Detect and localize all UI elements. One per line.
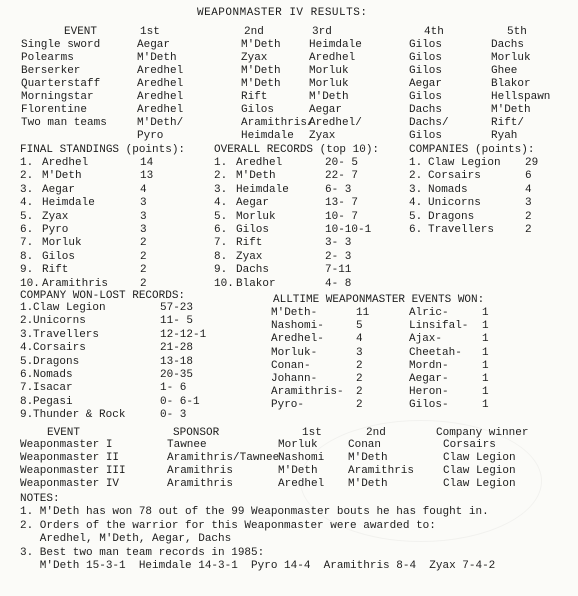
- results-cell: Aredhel: [309, 52, 356, 64]
- history-header-1: SPONSOR: [173, 427, 220, 439]
- alltime-count: 11: [356, 307, 370, 319]
- results-cell: Polearms: [21, 52, 74, 64]
- won-lost-rank: 2.: [20, 315, 34, 328]
- standing-rank: 2.: [20, 170, 34, 183]
- record-name: Aredhel: [236, 157, 283, 169]
- won-lost-record: 12-12-1: [160, 328, 207, 341]
- alltime-name: Alric-: [409, 307, 449, 319]
- results-cell: Blakor: [491, 78, 531, 90]
- standing-name: Gilos: [42, 250, 76, 263]
- overall-records-title: OVERALL RECORDS (top 10):: [214, 144, 380, 156]
- results-cell: M'Deth: [309, 91, 349, 103]
- company-name: Claw Legion: [428, 157, 501, 169]
- record-value: 2- 3: [325, 250, 352, 263]
- record-rank: 2.: [214, 170, 228, 183]
- won-lost-rank: 8.: [20, 395, 34, 408]
- won-lost-rank: 3.: [20, 328, 34, 341]
- won-lost-rank: 6.: [20, 369, 34, 381]
- won-lost-record: 1- 6: [160, 382, 187, 395]
- standing-rank: 5.: [20, 210, 34, 223]
- won-lost-rank: 5.: [20, 355, 34, 368]
- alltime-name: Morluk-: [271, 346, 318, 359]
- alltime-name: Linsifal-: [409, 320, 469, 333]
- won-lost-name: Nomads: [33, 369, 73, 381]
- history-header-3: 2nd: [366, 427, 386, 439]
- alltime-count: 3: [356, 346, 363, 359]
- results-cell: M'Deth: [241, 65, 281, 77]
- results-cell: Aegar: [309, 104, 343, 116]
- standing-name: M'Deth: [42, 170, 82, 183]
- company-name: Unicorns: [428, 197, 481, 210]
- company-points: 6: [525, 170, 532, 183]
- alltime-count: 1: [482, 346, 489, 359]
- history-cell: Corsairs: [443, 439, 496, 451]
- results-cell: Gilos: [409, 65, 443, 77]
- standing-points: 2: [140, 237, 147, 250]
- record-rank: 6.: [214, 224, 228, 236]
- history-cell: Claw Legion: [443, 452, 516, 464]
- results-cell: M'Deth: [241, 78, 281, 90]
- record-name: Rift: [236, 237, 263, 250]
- record-value: 4- 8: [325, 277, 352, 290]
- results-cell: Berserker: [21, 65, 81, 77]
- results-cell: Aredhel: [137, 65, 184, 77]
- note-line: 2. Orders of the warrior for this Weaponmaster were awarded to:: [20, 519, 436, 532]
- results-cell: Rift/: [491, 117, 525, 129]
- alltime-name: Aramithris-: [271, 386, 344, 399]
- note-line: Aredhel, M'Deth, Aegar, Dachs: [20, 533, 232, 545]
- notes-title: NOTES:: [20, 493, 60, 505]
- history-cell: Conan: [348, 439, 382, 451]
- standing-points: 4: [140, 183, 147, 196]
- standing-name: Aredhel: [42, 157, 89, 169]
- record-rank: 3.: [214, 183, 228, 196]
- standing-rank: 10.: [20, 277, 40, 290]
- won-lost-name: Unicorns: [33, 315, 86, 328]
- results-cell: Hellspawn: [491, 91, 551, 103]
- record-name: M'Deth: [236, 170, 276, 183]
- history-cell: Claw Legion: [443, 478, 516, 490]
- alltime-count: 1: [482, 333, 489, 346]
- results-cell: M'Deth/: [137, 117, 184, 129]
- history-cell: Aramithris: [167, 465, 234, 477]
- record-name: Gilos: [236, 224, 270, 236]
- won-lost-rank: 7.: [20, 382, 34, 395]
- results-cell: Morluk: [309, 65, 349, 77]
- standing-points: 2: [140, 250, 147, 263]
- history-cell: Aramithris/Tawnee: [167, 452, 280, 464]
- results-cell: Dachs: [409, 104, 443, 116]
- record-rank: 10.: [214, 277, 234, 290]
- results-cell: Heimdale: [241, 130, 294, 142]
- results-cell: Zyax: [309, 130, 336, 142]
- standing-points: 2: [140, 264, 147, 277]
- results-cell: Aramithris/: [241, 117, 314, 129]
- results-cell: Gilos: [409, 39, 443, 51]
- results-cell: Florentine: [21, 104, 88, 116]
- results-cell: Gilos: [409, 130, 443, 142]
- history-header-0: EVENT: [47, 427, 81, 439]
- record-rank: 8.: [214, 250, 228, 263]
- history-cell: Weaponmaster IV: [20, 478, 120, 490]
- results-cell: Gilos: [409, 52, 443, 64]
- alltime-count: 1: [482, 359, 489, 372]
- standing-name: Pyro: [42, 224, 69, 236]
- won-lost-rank: 9.: [20, 409, 34, 422]
- record-value: 3- 3: [325, 237, 352, 250]
- company-rank: 1.: [409, 157, 423, 169]
- history-cell: Aramithris: [167, 478, 234, 490]
- alltime-count: 5: [356, 320, 363, 333]
- results-cell: Pyro: [137, 130, 164, 142]
- standing-points: 3: [140, 210, 147, 223]
- record-value: 22- 7: [325, 170, 359, 183]
- results-header-0: EVENT: [64, 26, 98, 38]
- results-cell: M'Deth: [137, 52, 177, 64]
- alltime-name: Conan-: [271, 359, 311, 372]
- company-rank: 6.: [409, 224, 423, 236]
- record-value: 7-11: [325, 264, 352, 277]
- company-rank: 4.: [409, 197, 423, 210]
- results-cell: Heimdale: [309, 39, 362, 51]
- record-rank: 9.: [214, 264, 228, 277]
- record-value: 20- 5: [325, 157, 359, 169]
- note-line: M'Deth 15-3-1 Heimdale 14-3-1 Pyro 14-4 Aramithris 8-4 Zyax 7-4-2: [20, 560, 496, 572]
- alltime-name: Heron-: [409, 386, 449, 399]
- won-lost-record: 21-28: [160, 342, 194, 355]
- page-title: WEAPONMASTER IV RESULTS:: [197, 7, 368, 19]
- alltime-count: 1: [482, 386, 489, 399]
- record-name: Heimdale: [236, 183, 289, 196]
- standing-rank: 1.: [20, 157, 34, 169]
- record-rank: 1.: [214, 157, 228, 169]
- record-name: Zyax: [236, 250, 263, 263]
- company-won-lost-title: COMPANY WON-LOST RECORDS:: [20, 290, 186, 302]
- won-lost-rank: 4.: [20, 342, 34, 355]
- record-name: Blakor: [236, 277, 276, 290]
- results-cell: Gilos: [409, 91, 443, 103]
- alltime-name: M'Deth-: [271, 307, 318, 319]
- history-cell: Aredhel: [278, 478, 325, 490]
- won-lost-name: Corsairs: [33, 342, 86, 355]
- results-cell: M'Deth: [491, 104, 531, 116]
- record-name: Morluk: [236, 210, 276, 223]
- history-cell: Weaponmaster I: [20, 439, 113, 451]
- history-header-4: Company winner: [436, 427, 529, 439]
- standing-name: Zyax: [42, 210, 69, 223]
- results-cell: Zyax: [241, 52, 268, 64]
- won-lost-record: 0- 6-1: [160, 395, 200, 408]
- alltime-name: Pyro-: [271, 399, 305, 412]
- history-cell: M'Deth: [348, 452, 388, 464]
- standing-rank: 3.: [20, 183, 34, 196]
- alltime-count: 1: [482, 373, 489, 385]
- alltime-name: Mordn-: [409, 359, 449, 372]
- company-points: 29: [525, 157, 539, 169]
- won-lost-rank: 1.: [20, 302, 34, 314]
- history-cell: Tawnee: [167, 439, 207, 451]
- history-cell: Claw Legion: [443, 465, 516, 477]
- company-rank: 3.: [409, 183, 423, 196]
- alltime-count: 2: [356, 386, 363, 399]
- results-cell: Dachs/: [409, 117, 449, 129]
- history-header-2: 1st: [302, 427, 322, 439]
- company-name: Travellers: [428, 224, 495, 236]
- company-name: Nomads: [428, 183, 468, 196]
- won-lost-name: Travellers: [33, 328, 100, 341]
- record-value: 13- 7: [325, 197, 359, 210]
- results-cell: Quarterstaff: [21, 78, 101, 90]
- company-rank: 2.: [409, 170, 423, 183]
- standing-rank: 7.: [20, 237, 34, 250]
- results-header-4: 4th: [424, 26, 444, 38]
- note-line: 3. Best two man team records in 1985:: [20, 546, 265, 559]
- results-cell: Morluk: [491, 52, 531, 64]
- alltime-name: Cheetah-: [409, 346, 462, 359]
- alltime-name: Aegar-: [409, 373, 449, 385]
- standing-rank: 4.: [20, 197, 34, 210]
- won-lost-record: 20-35: [160, 369, 194, 381]
- alltime-name: Nashomi-: [271, 320, 324, 333]
- results-header-5: 5th: [507, 26, 527, 38]
- alltime-count: 1: [482, 307, 489, 319]
- standing-points: 3: [140, 197, 147, 210]
- standing-rank: 9.: [20, 264, 34, 277]
- results-cell: Two man teams: [21, 117, 107, 129]
- won-lost-record: 0- 3: [160, 409, 187, 422]
- alltime-count: 4: [356, 333, 363, 346]
- final-standings-title: FINAL STANDINGS (points):: [20, 144, 186, 156]
- results-header-1: 1st: [140, 26, 160, 38]
- record-value: 10- 7: [325, 210, 359, 223]
- record-rank: 7.: [214, 237, 228, 250]
- results-cell: Aredhel/: [309, 117, 362, 129]
- won-lost-name: Dragons: [33, 355, 80, 368]
- won-lost-name: Thunder & Rock: [33, 409, 126, 422]
- record-rank: 5.: [214, 210, 228, 223]
- history-cell: Aramithris: [348, 465, 415, 477]
- standing-name: Aramithris: [42, 277, 109, 290]
- results-cell: Ryah: [491, 130, 518, 142]
- results-cell: Morluk: [309, 78, 349, 90]
- standing-points: 2: [140, 277, 147, 290]
- history-cell: Morluk: [278, 439, 318, 451]
- won-lost-name: Pegasi: [33, 395, 73, 408]
- standing-rank: 8.: [20, 250, 34, 263]
- alltime-count: 1: [482, 320, 489, 333]
- alltime-count: 2: [356, 399, 363, 412]
- results-header-3: 3rd: [312, 26, 332, 38]
- standing-name: Heimdale: [42, 197, 95, 210]
- alltime-count: 2: [356, 373, 363, 385]
- history-cell: M'Deth: [348, 478, 388, 490]
- results-cell: Dachs: [491, 39, 525, 51]
- won-lost-record: 11- 5: [160, 315, 194, 328]
- results-cell: Aegar: [137, 39, 171, 51]
- results-cell: Aredhel: [137, 78, 184, 90]
- won-lost-name: Isacar: [33, 382, 73, 395]
- note-line: 1. M'Deth has won 78 out of the 99 Weaponmaster bouts he has fought in.: [20, 506, 489, 518]
- won-lost-record: 57-23: [160, 302, 194, 314]
- results-cell: Aredhel: [137, 91, 184, 103]
- alltime-name: Gilos-: [409, 399, 449, 412]
- history-cell: Nashomi: [278, 452, 325, 464]
- alltime-name: Johann-: [271, 373, 318, 385]
- alltime-count: 1: [482, 399, 489, 412]
- results-cell: Gilos: [241, 104, 275, 116]
- results-cell: Morningstar: [21, 91, 94, 103]
- history-cell: Weaponmaster II: [20, 452, 120, 464]
- results-cell: Ghee: [491, 65, 518, 77]
- results-cell: Aredhel: [137, 104, 184, 116]
- alltime-count: 2: [356, 359, 363, 372]
- company-name: Dragons: [428, 210, 475, 223]
- results-cell: Rift: [241, 91, 268, 103]
- standing-name: Rift: [42, 264, 69, 277]
- alltime-name: Ajax-: [409, 333, 443, 346]
- alltime-title: ALLTIME WEAPONMASTER EVENTS WON:: [273, 294, 485, 306]
- won-lost-record: 13-18: [160, 355, 194, 368]
- won-lost-name: Claw Legion: [33, 302, 106, 314]
- standing-points: 13: [140, 170, 154, 183]
- company-points: 4: [525, 183, 532, 196]
- results-cell: Aegar: [409, 78, 443, 90]
- record-name: Dachs: [236, 264, 270, 277]
- history-cell: M'Deth: [278, 465, 318, 477]
- alltime-name: Aredhel-: [271, 333, 324, 346]
- record-value: 10-10-1: [325, 224, 372, 236]
- results-header-2: 2nd: [244, 26, 264, 38]
- company-points: 2: [525, 224, 532, 236]
- companies-title: COMPANIES (points):: [409, 144, 535, 156]
- standing-name: Aegar: [42, 183, 76, 196]
- standing-name: Morluk: [42, 237, 82, 250]
- standing-rank: 6.: [20, 224, 34, 236]
- record-rank: 4.: [214, 197, 228, 210]
- company-name: Corsairs: [428, 170, 481, 183]
- history-cell: Weaponmaster III: [20, 465, 126, 477]
- company-points: 2: [525, 210, 532, 223]
- record-value: 6- 3: [325, 183, 352, 196]
- company-rank: 5.: [409, 210, 423, 223]
- standing-points: 3: [140, 224, 147, 236]
- company-points: 3: [525, 197, 532, 210]
- record-name: Aegar: [236, 197, 270, 210]
- results-cell: Single sword: [21, 39, 101, 51]
- standing-points: 14: [140, 157, 154, 169]
- results-cell: M'Deth: [241, 39, 281, 51]
